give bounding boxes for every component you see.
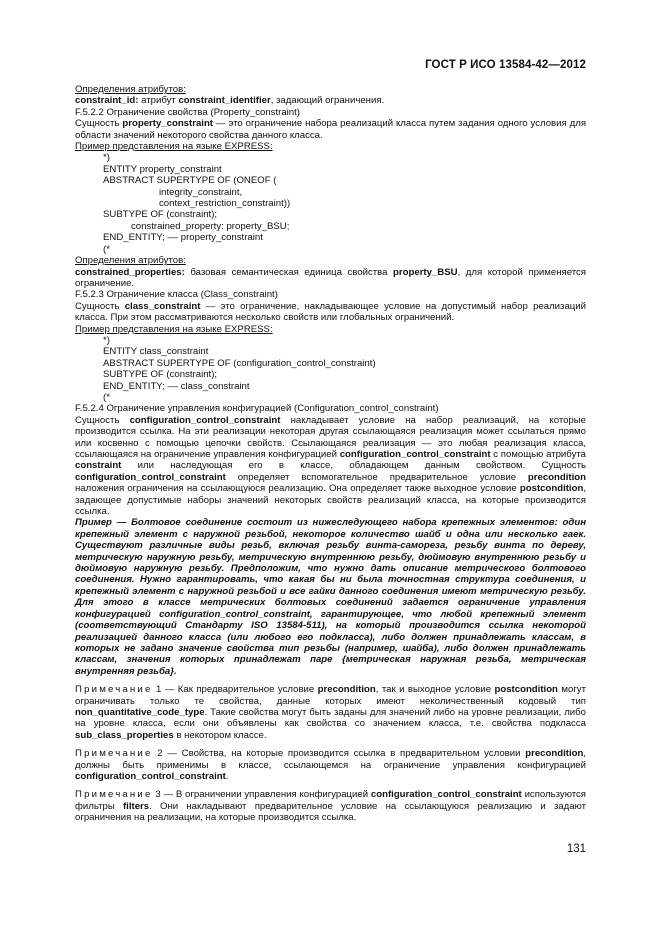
term: filters: [122, 800, 150, 812]
text-run: с помощью атрибута: [490, 449, 586, 460]
term: configuration_control_constraint: [129, 414, 281, 426]
section-heading-f522: F.5.2.2 Ограничение свойства (Property_constraint): [75, 106, 300, 118]
note-label: Примечание: [75, 748, 153, 760]
code-line: SUBTYPE OF (constraint);: [103, 369, 218, 381]
code-line: SUBTYPE OF (constraint);: [103, 209, 218, 221]
constrained-properties-definition: constrained_properties: базовая семантическая единица свойства property_BSU, для которой применяется ограничение.: [75, 266, 586, 289]
text-run: используются фильтры: [75, 789, 586, 812]
text-run: 2 — Свойства, на которые производится ссылка в предварительном условии: [152, 748, 526, 760]
text-run: . Они накладывают предварительное условие на ссылающуюся реализацию и задают ограничения на реализации, на которые производится ссылка.: [75, 800, 586, 824]
term: configuration_control_constraint: [75, 770, 226, 782]
text-run: в некотором классе.: [173, 729, 267, 741]
text-run: определяет вспомогательное предварительное условие: [225, 471, 528, 483]
text-run: . Такие свойства могут быть заданы для значений либо на уровне реализации, либо на уровне класса, если они объявлены как свойства со значением класса, т.е. свойства подкласса: [75, 706, 586, 730]
code-line: ENTITY property_constraint: [103, 163, 222, 175]
attr-definitions-heading: Определения атрибутов:: [75, 255, 186, 267]
term: configuration_control_constraint: [75, 471, 226, 483]
note-1: [75, 684, 586, 741]
text-run: Сущность: [75, 414, 130, 426]
code-line: constrained_property: property_BSU;: [131, 220, 290, 232]
text-run: , задающее допустимые наборы значений некоторых свойств реализаций класса, на которые производится ссылка.: [75, 483, 586, 518]
note-label: Примечание: [75, 684, 153, 696]
code-line: integrity_constraint,: [159, 186, 243, 198]
page-content: [75, 84, 586, 824]
example-paragraph: Пример — Болтовое соединение состоит из нижеследующего набора крепежных элементов: один крепежный элемент с наружной резьбой, некоторое количество шайб и одна или несколько гаек. Существуют различные виды резьб, включая резьбу винта-самореза, резьбу винта по дереву, метрическую наружную резьбу, метрическую внутреннюю резьбу, дюймовую внутреннюю резьбу и дюймовую наружную резьбу. Предположим, что нужно дать описание метрического болтового соединения. Нужно гарантировать, что какая бы ни была точностная структура соединения, и крепежный элемент с наружной резьбой и все гайки данного соединения имеют метрическую резьбу. Для этого в классе метрических болтовых соединений задается ограничение управления конфигурацией configuration_control_constraint, гарантирующее, что любой крепежный элемент (соответствующий Стандарту ISO 13584-511), на который производится ссылка некоторой реализацией данного класса (или любого его подкласса), либо должен принадлежать классам, в которых не задано значение свойства тип резьбы (например, шайба), либо должен принадлежать классам, значения которых принадлежат паре {метрическая наружная резьба, метрическая внутренняя резьба}.: [75, 517, 586, 677]
express-example-heading: Пример представления на языке EXPRESS:: [75, 141, 273, 153]
text-run: накладывает условие на набор реализаций, на которые производится ссылка. На эти реализации некоторая другая ссылающаяся реализация может ссылаться прямо или косвенно с помощью цепочки свойств. Ссылающаяся реализация — это любая реализация класса, ссылающаяся на ограничение управления конфигурацией: [75, 414, 587, 460]
text-run: 3 — В ограничении управления конфигурацией: [152, 789, 371, 801]
property-constraint-paragraph: Сущность property_constraint — это ограничение набора реализаций класса путем задания одного условия для области значений некоторого свойства данного класса.: [75, 118, 587, 141]
code-line: (*: [103, 391, 110, 403]
express-example-heading: Пример представления на языке EXPRESS:: [75, 323, 273, 335]
note-3: [75, 789, 586, 823]
term: non_quantitative_code_type: [75, 706, 205, 718]
configuration-control-paragraph: [75, 415, 586, 518]
express-code-block: [75, 335, 586, 403]
code-line: ENTITY class_constraint: [103, 346, 209, 358]
express-code-block: [75, 152, 586, 255]
code-line: ABSTRACT SUPERTYPE OF (ONEOF (: [103, 175, 277, 187]
text-run: могут ограничивать только те свойства, данные которых имеют неколичественный кодовый тип: [75, 684, 586, 707]
attr-definitions-heading: Определения атрибутов:: [75, 84, 186, 95]
code-line: (*: [103, 243, 110, 255]
text-run: , должны быть применимы в классе, ссылающемся на ограничение управления конфигурацией: [75, 748, 586, 771]
text-run: или наследующая его в классе, обладающем данным свойством. Сущность: [121, 460, 586, 472]
term: precondition: [527, 471, 586, 483]
code-line: context_restriction_constraint)): [159, 198, 291, 210]
text-run: наложения ограничения на ссылающуюся реализацию. Она определяет также выходное условие: [75, 483, 520, 495]
term: configuration_control_constraint: [370, 789, 522, 801]
section-heading-f524: F.5.2.4 Ограничение управления конфигурацией (Configuration_control_constraint): [75, 403, 439, 415]
code-line: END_ENTITY; –– property_constraint: [103, 232, 263, 244]
term: constraint: [75, 460, 122, 472]
term: sub_class_properties: [75, 729, 174, 741]
code-line: END_ENTITY; –– class_constraint: [103, 380, 250, 392]
class-constraint-paragraph: Сущность class_constraint — это ограничение, накладывающее условие на допустимый набор реализаций класса. При этом рассматриваются несколько свойств или глобальных ограничений.: [75, 300, 586, 324]
text-run: 1 — Как предварительное условие: [152, 684, 318, 696]
code-line: *): [103, 152, 110, 164]
code-line: ABSTRACT SUPERTYPE OF (configuration_control_constraint): [103, 357, 376, 369]
constraint-id-definition: constraint_id: атрибут constraint_identifier, задающий ограничения.: [75, 95, 385, 107]
term: configuration_control_constraint: [339, 449, 491, 460]
term: precondition: [317, 684, 376, 696]
note-2: [75, 748, 586, 782]
term: postcondition: [519, 483, 584, 495]
code-line: *): [103, 334, 110, 346]
note-label: Примечание: [75, 789, 153, 801]
page-header: ГОСТ Р ИСО 13584-42—2012: [425, 59, 586, 71]
text-run: .: [225, 770, 229, 782]
section-heading-f523: F.5.2.3 Ограничение класса (Class_constraint): [75, 289, 278, 301]
text-run: , так и выходное условие: [375, 684, 495, 696]
term: postcondition: [494, 684, 558, 696]
term: precondition: [525, 748, 584, 760]
page-number: 131: [566, 843, 586, 855]
